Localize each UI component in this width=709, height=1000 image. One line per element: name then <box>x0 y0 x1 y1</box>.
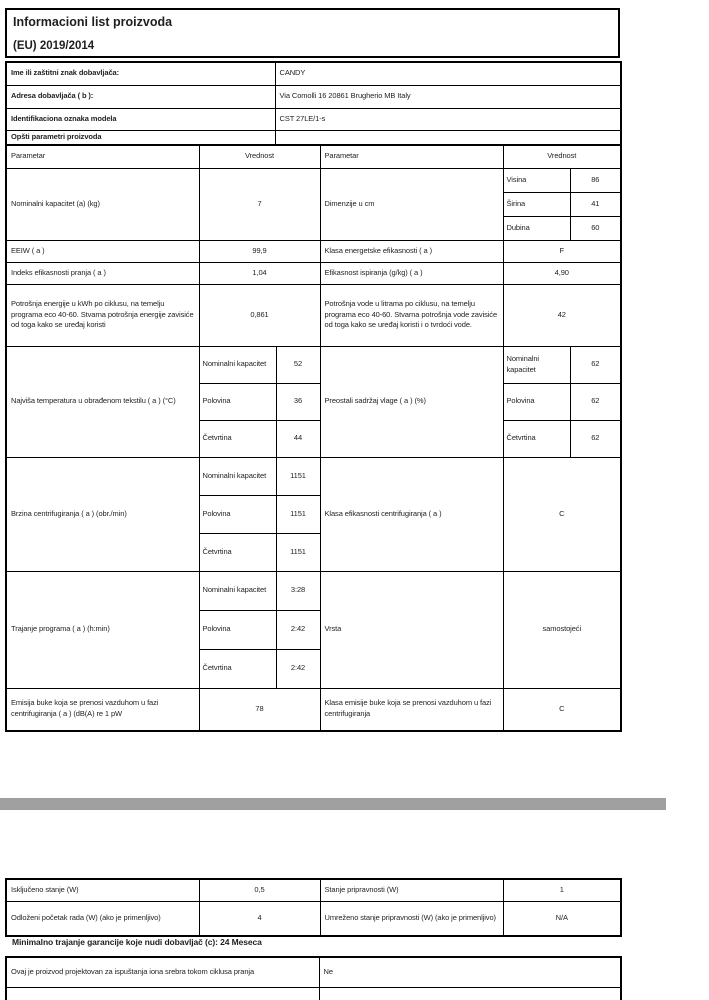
silver-ion-label: Ovaj je proizvod projektovan za ispuštanja iona srebra tokom ciklusa pranja <box>6 957 319 987</box>
duration-half-label: Polovina <box>199 610 276 649</box>
width-label: Širina <box>503 192 570 216</box>
height-label: Visina <box>503 168 570 192</box>
table-row <box>6 571 621 610</box>
moisture-half-value: 62 <box>570 383 621 420</box>
moisture-label: Preostali sadržaj vlage ( a ) (%) <box>320 346 503 457</box>
water-consumption-label: Potrošnja vode u litrama po ciklusu, na temelju programa eco 40-60. Stvarna potrošnja vode zavisiće od toga kako se uređaj koristi i o tvrdoći vode. <box>320 284 503 346</box>
temp-nominal-value: 52 <box>276 346 320 383</box>
moisture-nominal-value: 62 <box>570 346 621 383</box>
spin-nominal-label: Nominalni kapacitet <box>199 457 276 495</box>
table-row <box>6 240 621 262</box>
network-standby-label: Umreženo stanje pripravnosti (W) (ako je primenljivo) <box>320 901 503 936</box>
temp-quarter-value: 44 <box>276 420 320 457</box>
table-row <box>6 901 621 936</box>
temp-quarter-label: Četvrtina <box>199 420 276 457</box>
empty-cell <box>319 987 621 1000</box>
spin-class-value: C <box>503 457 621 571</box>
supplier-name-value: CANDY <box>275 62 621 85</box>
main-parameters-table <box>5 144 622 732</box>
energy-consumption-value: 0,861 <box>199 284 320 346</box>
off-mode-value: 0,5 <box>199 879 320 901</box>
power-modes-table <box>5 878 622 937</box>
depth-label: Dubina <box>503 216 570 240</box>
regulation-label: (EU) 2019/2014 <box>13 40 95 52</box>
depth-value: 60 <box>570 216 621 240</box>
duration-nominal-label: Nominalni kapacitet <box>199 571 276 610</box>
temperature-label: Najviša temperatura u obrađenom tekstilu ( a ) (°C) <box>6 346 199 457</box>
eeiw-label: EEIW ( a ) <box>6 240 199 262</box>
energy-consumption-label: Potrošnja energije u kWh po ciklusu, na temelju programa eco 40-60. Stvarna potrošnja energije zavisiće od toga kako se uređaj koristi <box>6 284 199 346</box>
temp-half-label: Polovina <box>199 383 276 420</box>
spin-quarter-label: Četvrtina <box>199 533 276 571</box>
supplier-address-value: Via Comolli 16 20861 Brugherio MB Italy <box>275 85 621 108</box>
col-header-parametar-1: Parametar <box>6 145 199 168</box>
temp-nominal-label: Nominalni kapacitet <box>199 346 276 383</box>
silver-ion-value: Ne <box>319 957 621 987</box>
standby-label: Stanje pripravnosti (W) <box>320 879 503 901</box>
table-row <box>6 688 621 731</box>
temp-half-value: 36 <box>276 383 320 420</box>
wash-index-value: 1,04 <box>199 262 320 284</box>
spin-quarter-value: 1151 <box>276 533 320 571</box>
spin-half-value: 1151 <box>276 495 320 533</box>
eeiw-value: 99,9 <box>199 240 320 262</box>
network-standby-value: N/A <box>503 901 621 936</box>
table-row <box>6 262 621 284</box>
col-header-parametar-2: Parametar <box>320 145 503 168</box>
table-row <box>6 346 621 383</box>
rinse-label: Efikasnost ispiranja (g/kg) ( a ) <box>320 262 503 284</box>
general-params-value <box>275 130 621 145</box>
supplier-address-label: Adresa dobavljača ( b ): <box>6 85 275 108</box>
table-row <box>6 85 621 108</box>
table-row <box>6 168 621 192</box>
noise-value: 78 <box>199 688 320 731</box>
col-header-vrednost-2: Vrednost <box>503 145 621 168</box>
rinse-value: 4,90 <box>503 262 621 284</box>
water-consumption-value: 42 <box>503 284 621 346</box>
duration-half-value: 2:42 <box>276 610 320 649</box>
spin-speed-label: Brzina centrifugiranja ( a ) (obr./min) <box>6 457 199 571</box>
general-params-label: Opšti parametri proizvoda <box>6 130 275 145</box>
model-id-value: CST 27LE/1-s <box>275 108 621 130</box>
noise-label: Emisija buke koja se prenosi vazduhom u fazi centrifugiranja ( a ) (dB(A) re 1 pW <box>6 688 199 731</box>
height-value: 86 <box>570 168 621 192</box>
energy-class-value: F <box>503 240 621 262</box>
energy-class-label: Klasa energetske efikasnosti ( a ) <box>320 240 503 262</box>
capacity-label: Nominalni kapacitet (a) (kg) <box>6 168 199 240</box>
duration-quarter-label: Četvrtina <box>199 649 276 688</box>
table-row <box>6 987 621 1000</box>
duration-label: Trajanje programa ( a ) (h:min) <box>6 571 199 688</box>
duration-quarter-value: 2:42 <box>276 649 320 688</box>
supplier-name-label: Ime ili zaštitni znak dobavljača: <box>6 62 275 85</box>
model-id-label: Identifikaciona oznaka modela <box>6 108 275 130</box>
standby-value: 1 <box>503 879 621 901</box>
page-title: Informacioni list proizvoda <box>13 15 173 29</box>
silver-ion-table <box>5 956 622 1000</box>
table-row <box>6 457 621 495</box>
moisture-half-label: Polovina <box>503 383 570 420</box>
table-row <box>6 108 621 130</box>
moisture-nominal-label: Nominalni kapacitet <box>503 346 570 383</box>
duration-nominal-value: 3:28 <box>276 571 320 610</box>
type-value: samostojeći <box>503 571 621 688</box>
capacity-value: 7 <box>199 168 320 240</box>
section-divider-bar <box>0 798 666 810</box>
table-row <box>6 879 621 901</box>
wash-index-label: Indeks efikasnosti pranja ( a ) <box>6 262 199 284</box>
col-header-vrednost-1: Vrednost <box>199 145 320 168</box>
table-row <box>6 284 621 346</box>
guarantee-text: Minimalno trajanje garancije koje nudi dobavljač (c): 24 Meseca <box>12 937 262 947</box>
supplier-table <box>5 61 622 146</box>
delay-start-value: 4 <box>199 901 320 936</box>
dimensions-label: Dimenzije u cm <box>320 168 503 240</box>
off-mode-label: Isključeno stanje (W) <box>6 879 199 901</box>
table-row <box>6 130 621 145</box>
delay-start-label: Odloženi početak rada (W) (ako je primenljivo) <box>6 901 199 936</box>
moisture-quarter-label: Četvrtina <box>503 420 570 457</box>
table-header-row <box>6 145 621 168</box>
width-value: 41 <box>570 192 621 216</box>
spin-nominal-value: 1151 <box>276 457 320 495</box>
title-box <box>5 8 620 58</box>
spin-half-label: Polovina <box>199 495 276 533</box>
spin-class-label: Klasa efikasnosti centrifugiranja ( a ) <box>320 457 503 571</box>
table-row <box>6 62 621 85</box>
empty-cell <box>6 987 319 1000</box>
moisture-quarter-value: 62 <box>570 420 621 457</box>
type-label: Vrsta <box>320 571 503 688</box>
noise-class-value: C <box>503 688 621 731</box>
table-row <box>6 957 621 987</box>
noise-class-label: Klasa emisije buke koja se prenosi vazduhom u fazi centrifugiranja <box>320 688 503 731</box>
